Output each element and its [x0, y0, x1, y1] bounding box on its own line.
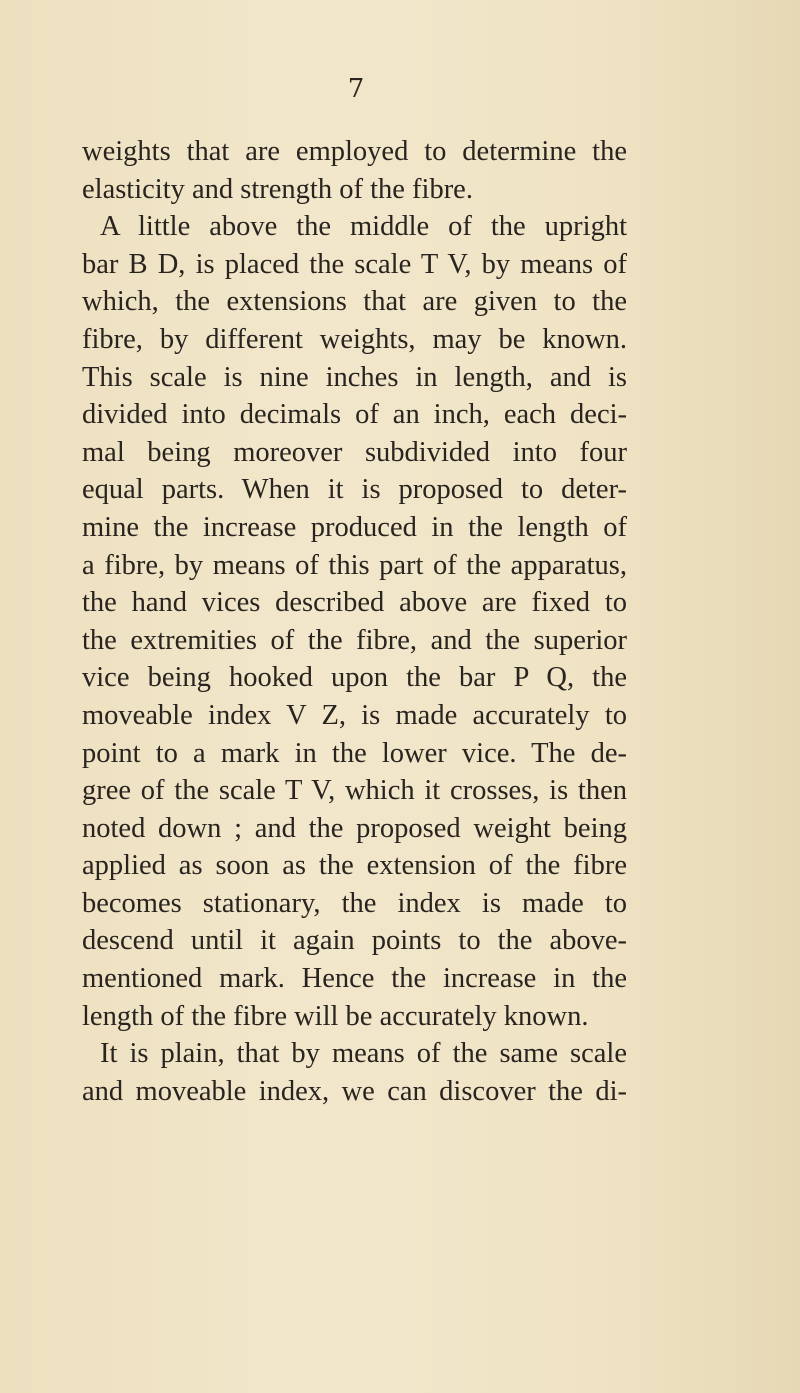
text-line: point to a mark in the lower vice. The de- — [82, 737, 627, 769]
text-line: noted down ; and the proposed weight being — [82, 812, 627, 844]
text-line: bar B D, is placed the scale T V, by means of — [82, 248, 627, 280]
page-number: 7 — [347, 74, 365, 104]
text-line: becomes stationary, the index is made to — [82, 887, 627, 919]
text-line: moveable index V Z, is made accurately to — [82, 699, 627, 731]
text-line: It is plain, that by means of the same scale — [100, 1038, 627, 1070]
text-line: elasticity and strength of the fibre. — [82, 173, 473, 205]
text-line: descend until it again points to the above- — [82, 925, 627, 957]
text-line: vice being hooked upon the bar P Q, the — [82, 662, 627, 694]
text-line: the hand vices described above are fixed to — [82, 587, 627, 619]
text-line: applied as soon as the extension of the fibre — [82, 850, 627, 882]
body-text — [82, 133, 627, 1110]
text-line: gree of the scale T V, which it crosses, is then — [82, 775, 627, 807]
text-line: A little above the middle of the upright — [100, 211, 627, 243]
text-line: mentioned mark. Hence the increase in the — [82, 963, 627, 995]
text-line: mine the increase produced in the length of — [82, 511, 627, 543]
text-line: a fibre, by means of this part of the apparatus, — [82, 549, 627, 581]
text-line: and moveable index, we can discover the di- — [82, 1075, 627, 1107]
text-line: which, the extensions that are given to the — [82, 286, 627, 318]
text-line: fibre, by different weights, may be known. — [82, 323, 627, 355]
text-line: length of the fibre will be accurately known. — [82, 1000, 589, 1032]
text-line: mal being moreover subdivided into four — [82, 436, 627, 468]
text-line: divided into decimals of an inch, each deci- — [82, 399, 627, 431]
text-line: the extremities of the fibre, and the superior — [82, 624, 627, 656]
text-line: weights that are employed to determine the — [82, 136, 627, 167]
text-line: equal parts. When it is proposed to deter- — [82, 474, 627, 506]
text-line: This scale is nine inches in length, and is — [82, 361, 627, 393]
